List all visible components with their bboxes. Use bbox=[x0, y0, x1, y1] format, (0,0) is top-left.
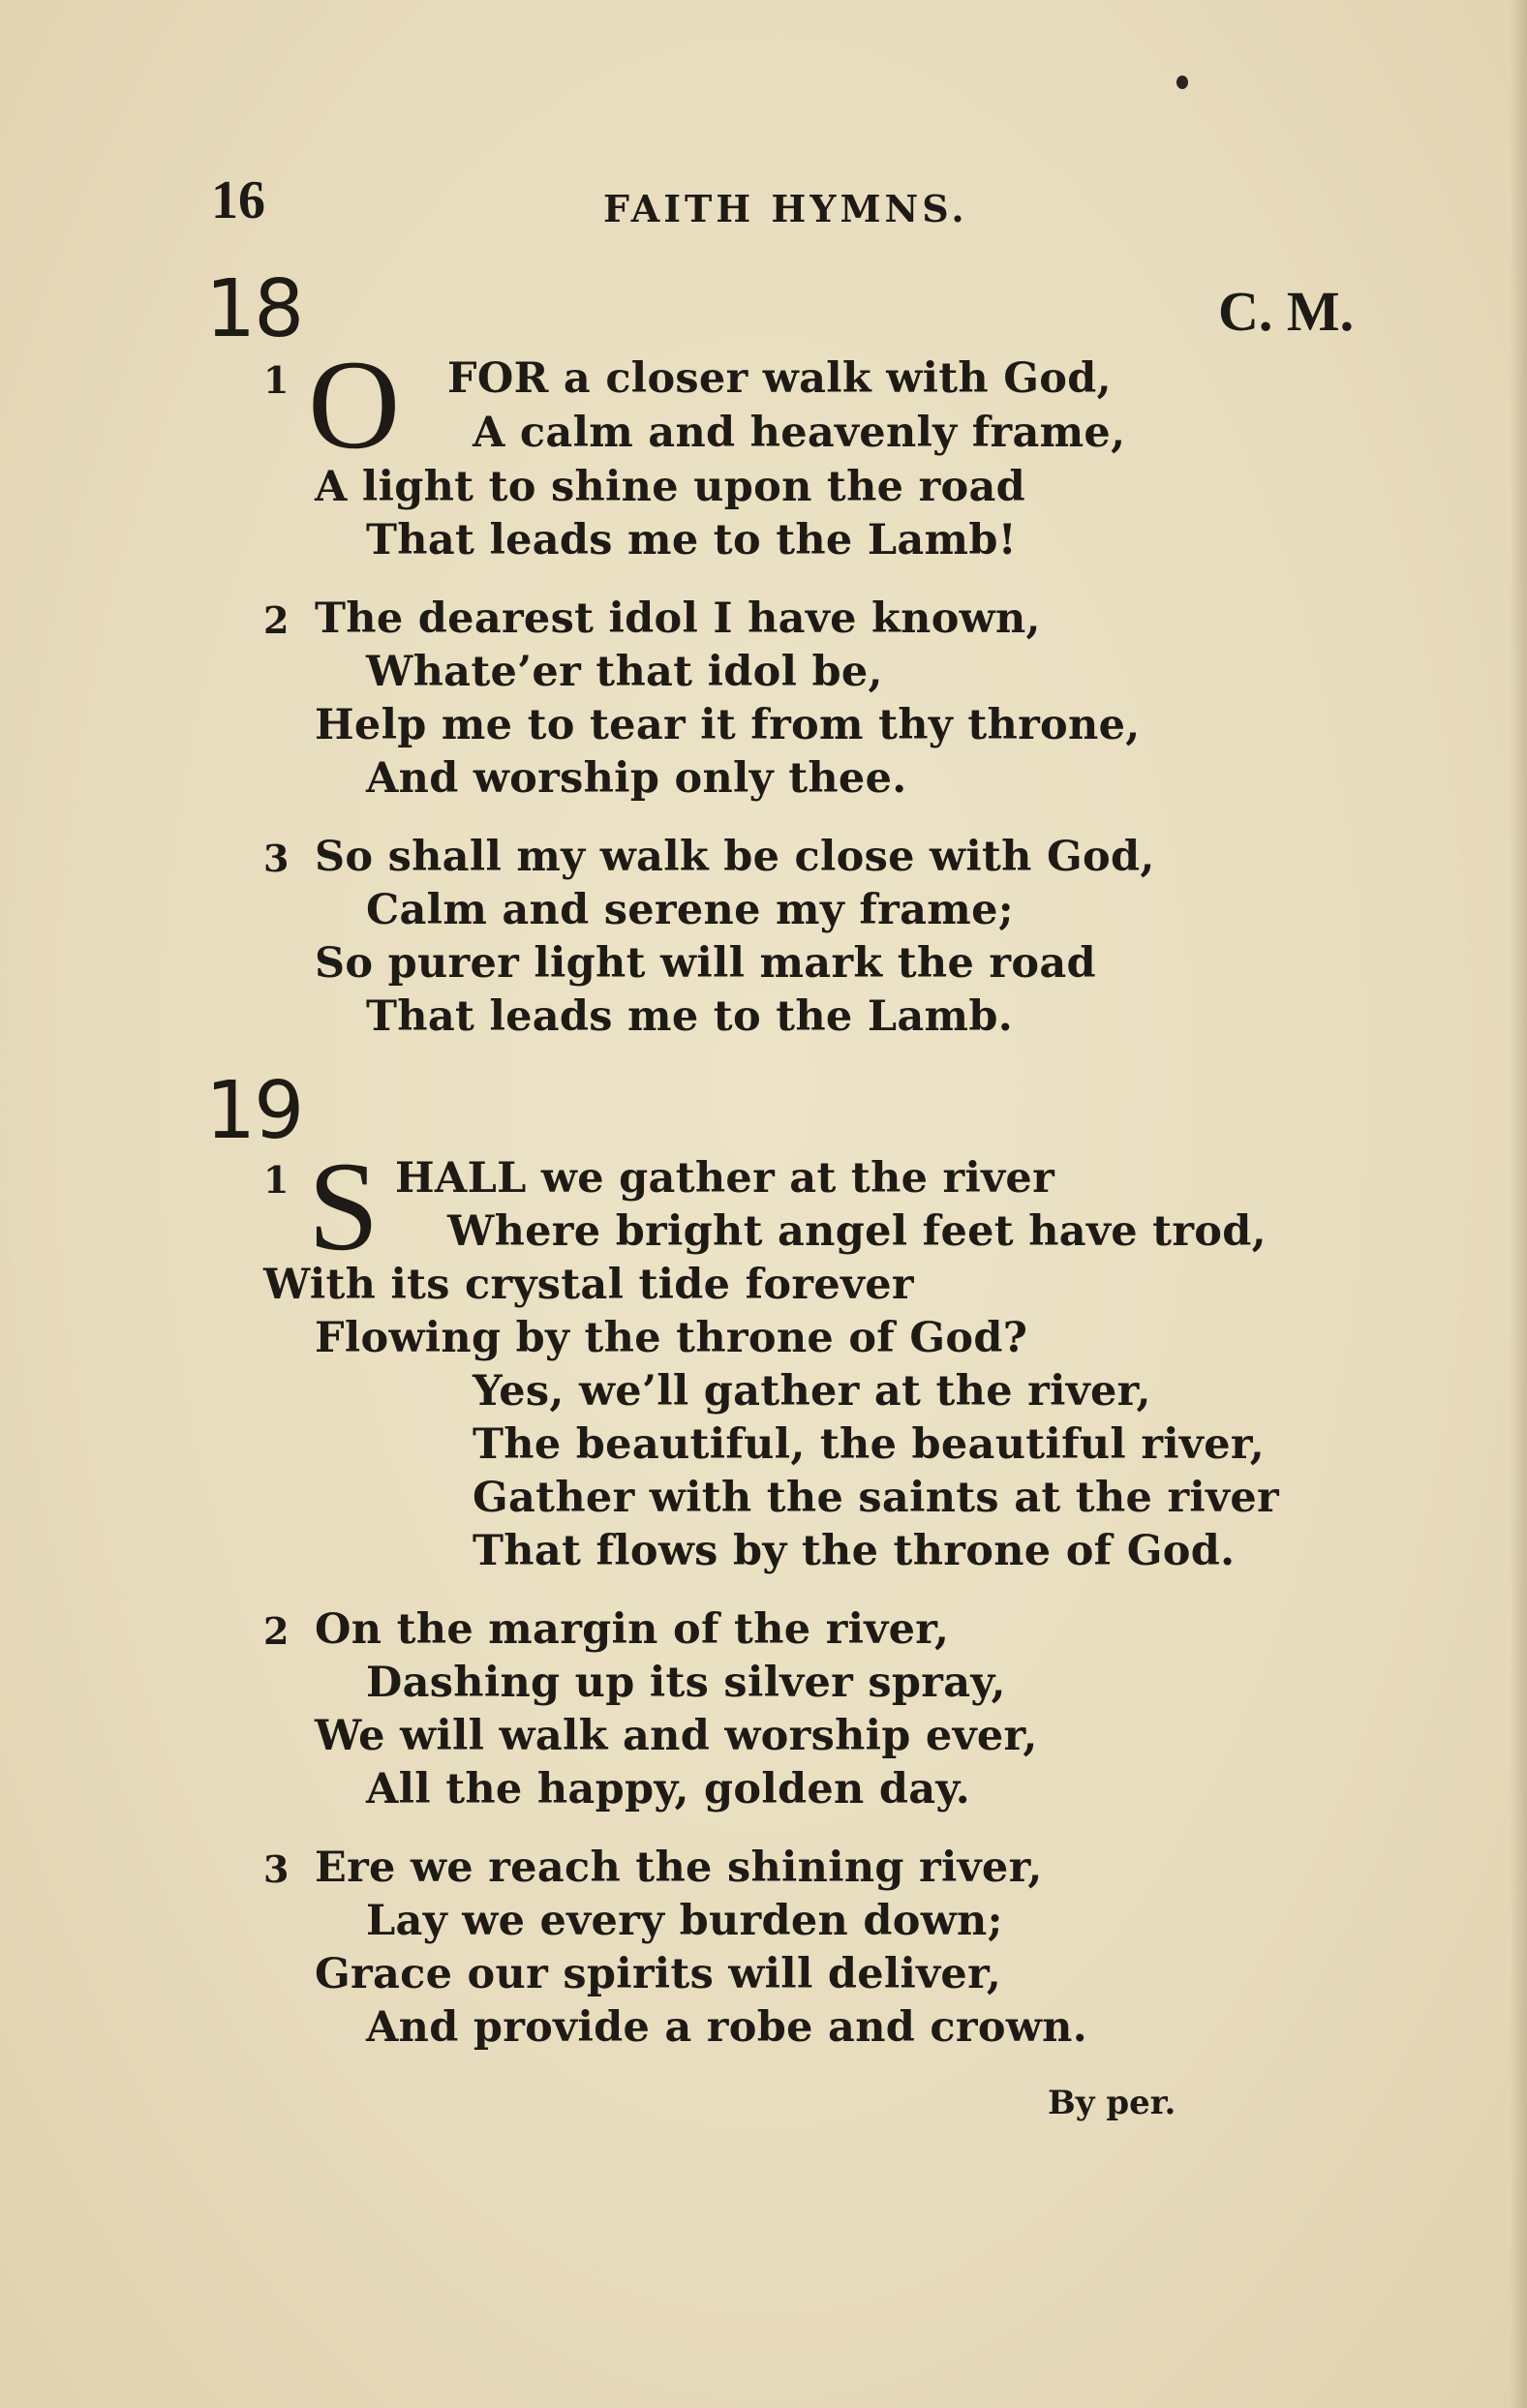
lyric-line: So shall my walk be close with God, bbox=[315, 833, 1155, 881]
drop-cap: O bbox=[308, 333, 401, 475]
verse-number: 3 bbox=[263, 837, 290, 880]
verse-number: 2 bbox=[263, 1609, 290, 1653]
lyric-line: And provide a robe and crown. bbox=[366, 2003, 1087, 2052]
lyric-line: Grace our spirits will deliver, bbox=[315, 1950, 1002, 1998]
hymn-number: 19 bbox=[205, 1065, 303, 1157]
chorus-line: The beautiful, the beautiful river, bbox=[473, 1420, 1265, 1469]
lyric-line: So purer light will mark the road bbox=[315, 939, 1096, 988]
drop-cap: S bbox=[308, 1135, 380, 1277]
lyric-line: HALL we gather at the river bbox=[395, 1154, 1055, 1203]
lyric-line: Flowing by the throne of God? bbox=[315, 1314, 1028, 1362]
hymn-meter: C. M. bbox=[1218, 280, 1355, 343]
lyric-line: Where bright angel feet have trod, bbox=[447, 1207, 1267, 1256]
chorus-line: Gather with the saints at the river bbox=[473, 1474, 1279, 1522]
lyric-line: With its crystal tide forever bbox=[263, 1261, 914, 1309]
verse-number: 1 bbox=[263, 1158, 290, 1202]
lyric-line: Whate’er that idol be, bbox=[366, 648, 883, 696]
lyric-line: And worship only thee. bbox=[366, 754, 907, 803]
lyric-line: That leads me to the Lamb! bbox=[366, 516, 1017, 564]
chorus-line: Yes, we’ll gather at the river, bbox=[473, 1367, 1151, 1416]
lyric-line: FOR a closer walk with God, bbox=[447, 354, 1112, 403]
ink-speck bbox=[1176, 76, 1188, 89]
page-edge-shadow bbox=[1510, 0, 1527, 2408]
page-number: 16 bbox=[211, 170, 265, 230]
attribution: By per. bbox=[1048, 2084, 1176, 2122]
running-title: FAITH HYMNS. bbox=[603, 187, 968, 230]
lyric-line: Dashing up its silver spray, bbox=[366, 1659, 1006, 1707]
lyric-line: Ere we reach the shining river, bbox=[315, 1844, 1043, 1892]
lyric-line: All the happy, golden day. bbox=[366, 1765, 971, 1814]
chorus-line: That flows by the throne of God. bbox=[473, 1527, 1236, 1575]
lyric-line: The dearest idol I have known, bbox=[315, 594, 1041, 643]
verse-number: 1 bbox=[263, 358, 290, 402]
hymn-number: 18 bbox=[205, 263, 303, 355]
lyric-line: Lay we every burden down; bbox=[366, 1897, 1003, 1945]
lyric-line: Calm and serene my frame; bbox=[366, 886, 1014, 934]
lyric-line: That leads me to the Lamb. bbox=[366, 992, 1013, 1041]
lyric-line: A light to shine upon the road bbox=[315, 463, 1026, 511]
lyric-line: On the margin of the river, bbox=[315, 1605, 950, 1654]
verse-number: 3 bbox=[263, 1847, 290, 1891]
lyric-line: We will walk and worship ever, bbox=[315, 1712, 1038, 1760]
lyric-line: A calm and heavenly frame, bbox=[473, 409, 1126, 457]
verse-number: 2 bbox=[263, 598, 290, 642]
lyric-line: Help me to tear it from thy throne, bbox=[315, 701, 1141, 749]
page-header bbox=[211, 169, 1373, 237]
